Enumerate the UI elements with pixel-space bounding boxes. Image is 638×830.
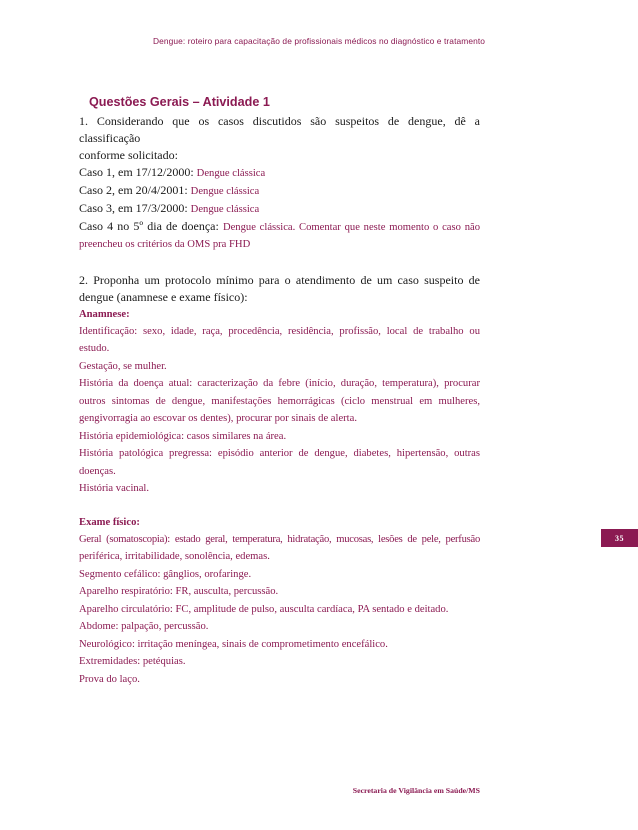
case-2 (79, 182, 480, 200)
exame-line: Prova do laço. (79, 673, 140, 685)
anamnese-line: doenças. (79, 465, 116, 477)
spacer (79, 498, 480, 514)
case-1 (79, 164, 480, 182)
q2-text-line2: dengue (anamnese e exame físico): (79, 289, 248, 304)
anamnese-line: estudo. (79, 343, 110, 354)
page-content (79, 94, 480, 688)
spacer (79, 254, 480, 272)
exame-line: Aparelho respiratório: FR, ausculta, percussão. (79, 586, 279, 597)
case-label: Caso 2, em 20/4/2001: (79, 183, 188, 197)
case-3 (79, 200, 480, 218)
anamnese-label: Anamnese: (79, 308, 130, 320)
case-4-continuation: preencheu os critérios da OMS pra FHD (79, 239, 251, 250)
section-title: Questões Gerais – Atividade 1 (89, 95, 270, 109)
case-answer: Dengue clássica (190, 186, 260, 197)
running-header: Dengue: roteiro para capacitação de profissionais médicos no diagnóstico e tratamento (152, 36, 486, 46)
anamnese-line: gengivorragia ao escovar os dentes), procurar por sinais de alerta. (79, 413, 357, 424)
anamnese-line: Identificação: sexo, idade, raça, procedência, residência, profissão, local de trabalho ou (79, 325, 480, 337)
case-label: Caso 4 no 5º dia de doença: (79, 219, 219, 233)
anamnese-list (79, 323, 480, 498)
case-answer: Dengue clássica. Comentar que neste momento o caso não (222, 222, 480, 233)
exame-fisico-list (79, 531, 480, 689)
anamnese-line: História vacinal. (79, 483, 150, 494)
exame-line: Neurológico: irritação meníngea, sinais de comprometimento encefálico. (79, 638, 388, 650)
case-answer: Dengue clássica (196, 168, 266, 179)
anamnese-line: História epidemiológica: casos similares na área. (79, 430, 287, 442)
case-answer: Dengue clássica (190, 204, 260, 215)
q2-text-line1: 2. Proponha um protocolo mínimo para o atendimento de um caso suspeito de (79, 272, 480, 287)
exame-fisico-label: Exame físico: (79, 516, 140, 528)
anamnese-line: outros sintomas de dengue, manifestações hemorrágicas (ciclo menstrual em mulheres, (79, 395, 480, 407)
exame-line: Extremidades: petéquias. (79, 656, 186, 667)
exame-line: Aparelho circulatório: FC, amplitude de pulso, ausculta cardíaca, PA sentado e deitado. (79, 603, 449, 615)
case-label: Caso 3, em 17/3/2000: (79, 201, 188, 215)
q1-text-line2: conforme solicitado: (79, 148, 178, 162)
page-number-tab (601, 529, 638, 547)
anamnese-line: Gestação, se mulher. (79, 360, 167, 372)
anamnese-line: História da doença atual: caracterização da febre (início, duração, temperatura), procurar (79, 378, 480, 389)
q1-text-line1: 1. Considerando que os casos discutidos são suspeitos de dengue, dê a classificação (79, 114, 480, 145)
case-4 (79, 218, 480, 236)
anamnese-line: História patológica pregressa: episódio anterior de dengue, diabetes, hipertensão, outras (79, 448, 480, 459)
page-number: 35 (615, 533, 624, 543)
exame-line: Abdome: palpação, percussão. (79, 621, 209, 632)
exame-line: periférica, irritabilidade, sonolência, edemas. (79, 551, 270, 562)
exame-line: Geral (somatoscopia): estado geral, temperatura, hidratação, mucosas, lesões de pele, perfusão (79, 533, 480, 545)
case-label: Caso 1, em 17/12/2000: (79, 165, 194, 179)
footer-text: Secretaria de Vigilância em Saúde/MS (352, 786, 480, 795)
exame-line: Segmento cefálico: gânglios, orofaringe. (79, 568, 252, 580)
